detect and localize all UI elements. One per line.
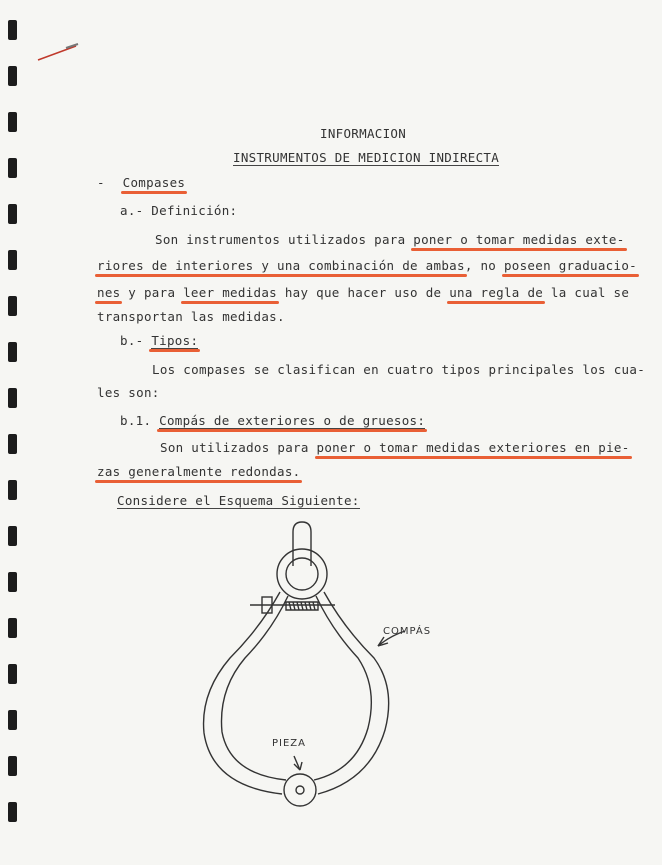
compass-diagram [190,518,480,818]
binding-hole [8,572,17,592]
binding-hole [8,756,17,776]
label-compas: COMPÁS [383,626,432,637]
subsection-b1-label: b.1. Compás de exteriores o de gruesos: [120,413,426,428]
label-pieza: PIEZA [272,738,306,749]
binding-hole [8,802,17,822]
subsection-b-label: b.- Tipos: [120,333,199,348]
paragraph-line: les son: [97,385,160,400]
subsection-a-label: a.- Definición: [120,203,238,218]
binding-hole [8,20,17,40]
page-subtitle: INSTRUMENTOS DE MEDICION INDIRECTA [233,150,500,165]
paragraph-line: Los compases se clasifican en cuatro tipos principales los cua- [152,362,646,377]
paragraph-line: Son instrumentos utilizados para poner o tomar medidas exte- [155,232,625,247]
figure-intro: Considere el Esquema Siguiente: [117,493,360,508]
binding-hole [8,66,17,86]
binding-hole [8,112,17,132]
binding-hole [8,388,17,408]
binding-hole [8,480,17,500]
binding-hole [8,250,17,270]
binding-hole [8,434,17,454]
binding-hole [8,342,17,362]
paragraph-line: zas generalmente redondas. [97,464,301,479]
binding-hole [8,710,17,730]
binding-hole [8,296,17,316]
binding-hole [8,526,17,546]
binding-hole [8,664,17,684]
paragraph-line: transportan las medidas. [97,309,285,324]
spiral-binding [8,20,22,850]
binding-hole [8,158,17,178]
bullet-dash: - [97,175,105,190]
section-heading: Compases [122,175,186,190]
paragraph-line: Son utilizados para poner o tomar medidas exteriores en pie- [160,440,630,455]
pen-mark-icon [36,42,82,64]
paragraph-line: nes y para leer medidas hay que hacer uso de una regla de la cual se [97,285,630,300]
page-title: INFORMACION [320,126,407,141]
paragraph-line: riores de interiores y una combinación de ambas, no poseen graduacio- [97,258,637,273]
binding-hole [8,618,17,638]
binding-hole [8,204,17,224]
